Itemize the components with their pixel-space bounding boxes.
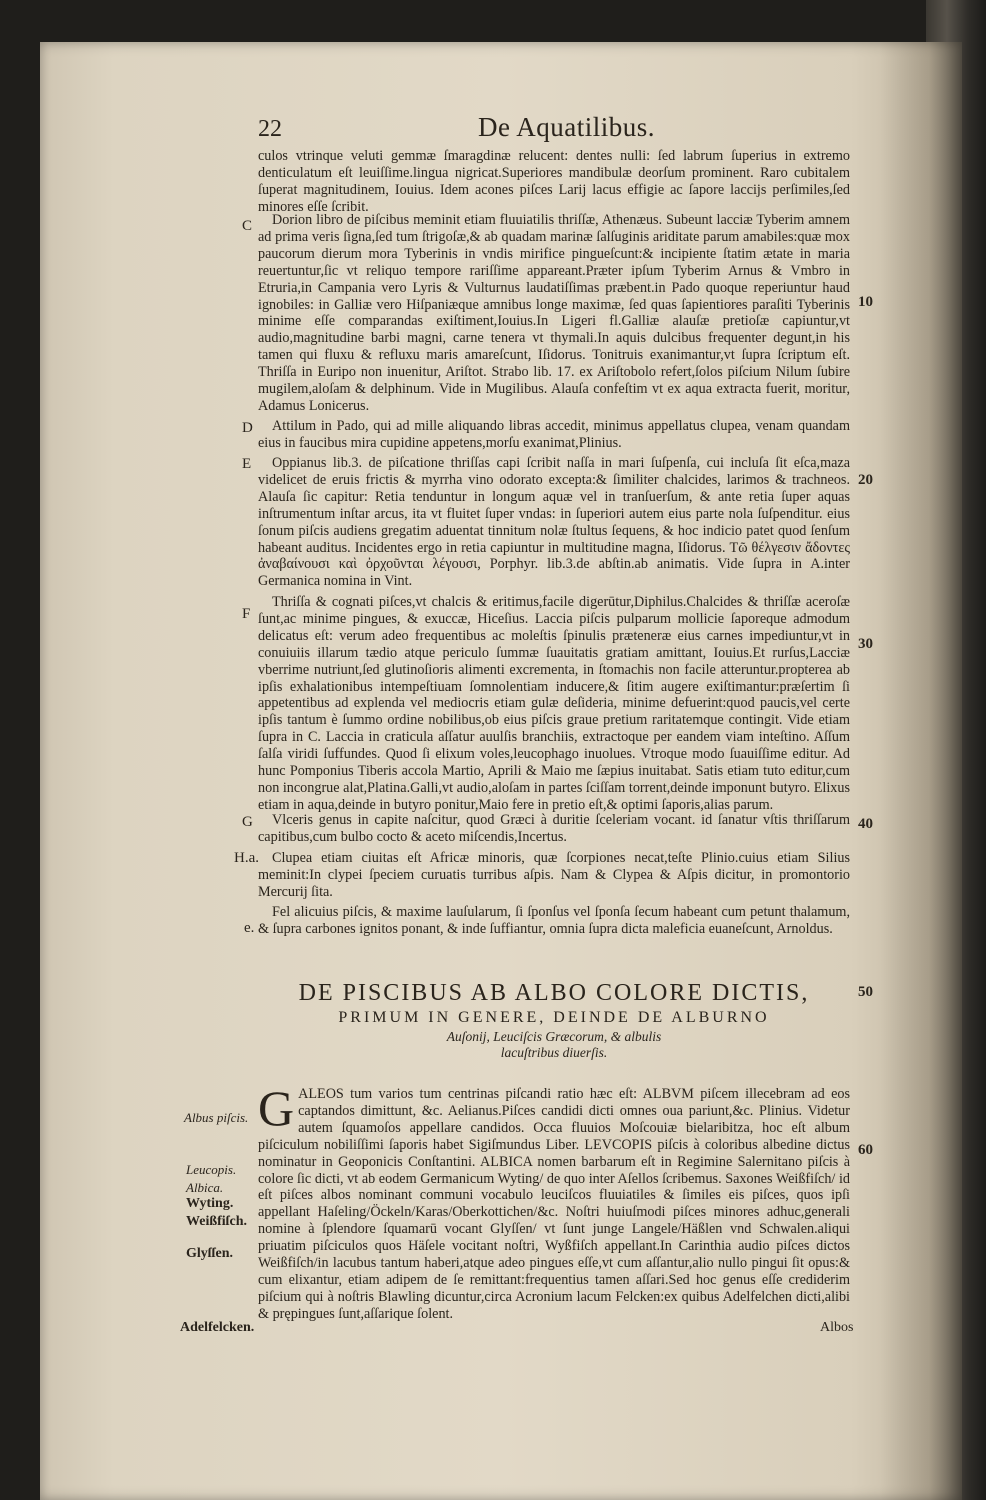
section-marker-e: E bbox=[242, 456, 252, 472]
marginal-note-albus: Albus piſcis. bbox=[184, 1110, 249, 1125]
page-header bbox=[258, 112, 838, 152]
paragraph-e-lower bbox=[258, 904, 850, 938]
paragraph-albus bbox=[258, 1080, 850, 1323]
paragraph-text: Dorion libro de piſcibus meminit etiam fluuiatilis thriſſæ, Athenæus. Subeunt lacciæ Tyberim amnem ad prima veris ſigna,ſed tum ſtrigoſæ,& ab quadam marinæ ſalſuginis ariditate parum amabiles:quæ mox paucorum dierum mora Tyberinis in vndis mirifice pingueſcunt:& incipiente ſtatim ætate in maria reuertuntur,ſic vt reliquo tempore rariſſime appareant.Præter ipſum Tyberim Arnus & Vmbro in Etruria,in Campania vero Lyris & Vulturnus laudatiſſimas præbent.in Pado quoque reperiuntur haud ignobiles: in Galliæ vero Hiſpaniæque amnibus longe maximæ, ſed quas ſapientiores paraſiti Tyberinis minime eſſe comparandas exiſtiment,Iouius.In Ligeri fl.Galliæ alauſæ pretioſæ capiuntur,vt audio,magnitudine barbi magni, carne tenera vt thymali.In aquis dulcibus frequenter degunt,in his tamen qui fluxu & refluxu maris amareſcunt, Iſidorus. Tonitruis exanimantur,vt ſupra ſcriptum eſt. Thriſſa in Euripo non inuenitur, Ariſtot. Strabo lib. 17. ex Ariſtobolo refert,ſolos piſcium Nilum ſubire mugilem,aloſam & delphinum. Vide in Mugilibus. Alauſa confeſtim vt ex aqua extracta fuerit, moritur, Adamus Lonicerus. bbox=[258, 212, 850, 414]
paragraph-h bbox=[258, 850, 850, 901]
marginal-note-weissfisch: Weißfiſch. bbox=[186, 1214, 248, 1229]
line-number-10: 10 bbox=[858, 294, 873, 310]
catchword: Albos bbox=[820, 1320, 854, 1335]
paragraph-text: ALEOS tum varios tum centrinas piſcandi ratio hæc eſt: ALBVM piſcem illecebram ad eos captandos dimittunt, &c. Aelianus.Piſces candidi dicti omnes oua pariunt,&c. Plinius. Videtur autem ſquamoſos appellare candidos. Occa fluuios Moſcouiæ bielaribitza, hoc eſt album piſciculum nobiliſſimi ſaporis habet Sigiſmundus Liber. LEVCOPIS piſcis à coloribus albedine dictus nominatur in Geoponicis Conſtantini. ALBICA nomen barbarum eſt in Regimine Salernitano piſcis à colore ſic dicti, vt ab eodem Germanicum Wyting/ de quo inter Aſellos ſcribemus. Saxones Weißfiſch/ id eſt piſces albos nominant communi vocabulo leuciſcos fluuiatiles & ſimiles eis piſces, quos ipſi appellant Haſeling/Öckeln/Karas/Oberkottichen/&c. Noſtri huiuſmodi piſces minores adhuc,generali nomine à ſplendore ſquamarū vocant Glyſſen/ vt ſunt junge Langele/Häßlen vnd Schwalen.aliqui priuatim piſciculos quos Häſele vocitant noſtri, Wyßfiſch appellant.In Carinthia audio piſces dictos Weißfiſch/in lacubus tantum haberi,atque adeo pingues eſſe,vt cum aſſantur,alio nullo pingui ſit opus:& cum elixantur, etiam adipem de ſe remittant:frequentius tamen aſſari.Sed hoc genus eſſe crediderim piſcium qui à noſtris Blawling dicuntur,circa Acronium lacum Felcken:ex quibus Adelfelchen dicti,alibi & prępingues ſunt,aſſarique ſolent. bbox=[258, 1086, 850, 1322]
section-marker-c: C bbox=[242, 218, 253, 234]
paragraph-d bbox=[258, 418, 850, 452]
line-number-30: 30 bbox=[858, 636, 873, 652]
section-title-line-3: Auſonij, Leuciſcis Græcorum, & albulis lacuſtribus diuerſis. bbox=[446, 1029, 662, 1060]
line-number-50: 50 bbox=[858, 984, 873, 1000]
paragraph-text: Oppianus lib.3. de piſcatione thriſſas capi ſcribit naſſa in mari ſuſpenſa, cui incluſa ſit eſca,maza videlicet de eruis frictis & myrrha vino odorato excepta:& ſimiliter chalcides, larimos & trachneos. Alauſa ſic capitur: Retia tenduntur in longum aquæ vel in tranſuerſum, & ante retia ſuper aquas inſtrumentum inſtar arcus, ita vt fluitet ſuper vndas: in ſuperiori autem eius parte nola ſuſpenditur. eius ſonum piſcis audiens gregatim aduentat tinnitum nolæ ſtultus ſequens, & hoc indicio patet quod ſenſum habeant auditus. Incidentes ergo in retia capiuntur in multitudine magna, Iſidorus. Τῶ θέλγεσιν ἄδοντες ἀναβαίνουσι καὶ ὀρχοῦνται λέγουσι, Porphyr. lib.3.de abſtin.ab animatis. Vide ſupra in A.inter Germanica nomina in Vint. bbox=[258, 455, 850, 590]
paragraph-text: Attilum in Pado, qui ad mille aliquando libras accedit, minimus appellatus clupea, venam quandam eius in faucibus mira cupidine appetens,morſu exanimat,Plinius. bbox=[258, 418, 850, 451]
page-gutter-shadow bbox=[880, 42, 962, 1500]
section-marker-h: H.a. bbox=[234, 850, 259, 866]
paragraph-e bbox=[258, 455, 850, 590]
marginal-note-wyting: Wyting. bbox=[186, 1196, 234, 1211]
running-head: De Aquatilibus. bbox=[478, 112, 655, 142]
section-marker-e-lower: e. bbox=[244, 920, 255, 936]
section-marker-g: G bbox=[242, 814, 253, 830]
section-title-line-1: DE PISCIBUS AB ALBO COLORE DICTIS, bbox=[298, 980, 810, 1006]
section-marker-f: F bbox=[242, 606, 251, 622]
paragraph-text: Clupea etiam ciuitas eſt Africæ minoris, quæ ſcorpiones necat,teſte Plinio.cuius etiam Silius meminit:In clypei ſpeciem curuatis turribus aſpis. Nam & Clypea & Aſpis dicitur, in promontorio Mercurij ſita. bbox=[258, 850, 850, 900]
section-title-line-2: PRIMUM IN GENERE, DEINDE DE ALBURNO bbox=[338, 1009, 770, 1026]
paragraph-text: Vlceris genus in capite naſcitur, quod Græci à duritie ſceleriam vocant. id ſanatur vſtis thriſſarum capitibus,cum bulbo cocto & aceto miſcendis,Incertus. bbox=[258, 812, 850, 845]
drop-cap: G bbox=[258, 1080, 295, 1136]
paragraph-c bbox=[258, 212, 850, 415]
section-marker-d: D bbox=[242, 420, 253, 436]
paragraph-continuation bbox=[258, 148, 850, 216]
paragraph-g bbox=[258, 812, 850, 846]
line-number-20: 20 bbox=[858, 472, 873, 488]
page-number: 22 bbox=[258, 116, 282, 142]
paragraph-f bbox=[258, 594, 850, 814]
line-number-40: 40 bbox=[858, 816, 873, 832]
paragraph-text: Thriſſa & cognati piſces,vt chalcis & eritimus,facile digerūtur,Diphilus.Chalcides & thriſſæ aceroſæ ſunt,ac minime pingues, & exuccæ, Hiceſius. Laccia piſcis pulparum mollicie ſaporeque admodum delicatus eſt: verum adeo frequentibus ac moleſtis ſpinulis præteneræ eius carnes impediuntur,vt in conuiuiis illarum tædio atque periculo ſummæ ſuauitatis gratiam amittant, Iouius.Et rurſus,Lacciæ vberrime nutriunt,ſed glutinoſioris alimenti excrementa, in ſtomachis non facile atteruntur.propterea ab ipſis exhalationibus intempeſtiuam ſomnolentiam inducere,& ſitim augere exiſtimantur:præſertim ſi appetentibus ad explenda vel mediocris etiam gulæ deſideria, minime defuerint:quod paucis,vel certe ipſis tantum è ſummo ordine nobilibus,ob eius piſcis graue pretium raritatemque contingit. Vide etiam ſupra in C. Laccia in craticula aſſatur auulſis branchiis, extractoque per eandem viam inteſtino. Aſſum ſalſa viridi ſuffundes. Quod ſi elixum voles,leucophago inuolues. Vtroque modo ſuauiſſime editur. Ad hunc Pomponius Tiberis accola Martio, Aprili & Maio me ſæpius inuitabat. Satis etiam tuto editur,cum non incongrue alat,Platina.Galli,vt audio,aloſam in partes ſciſſam torrent,deinde imponunt butyro. Elixus etiam in aqua,deinde in butyro ponitur,Maio fere in pretio eſt,& optimi ſaporis,alias parum. bbox=[258, 594, 850, 813]
line-number-60: 60 bbox=[858, 1142, 873, 1158]
marginal-note-albica: Albica. bbox=[186, 1180, 224, 1195]
marginal-note-leucopis: Leucopis. bbox=[186, 1162, 237, 1177]
marginal-note-adelfelchen: Adelfelcken. bbox=[180, 1320, 255, 1335]
paragraph-text: culos vtrinque veluti gemmæ ſmaragdinæ relucent: dentes nulli: ſed labrum ſuperius in extremo denticulatum eſt leuiſſime.lingua nigricat.Superiores mandibulæ deorſum prominent. Raro cubitalem ſuperat magnitudinem, Iouius. Idem acones piſces Larij lacus effigie ac ſapore laccijs perſimiles,ſed minores eſſe ſcribit. bbox=[258, 148, 850, 215]
paragraph-text: Fel alicuius piſcis, & maxime lauſularum, ſi ſponſus vel ſponſa ſecum habeant cum petunt thalamum, & ſupra carbones ignitos ponant, & inde ſuffiantur, omnia ſupra dicta maleficia euaneſcunt, Arnoldus. bbox=[258, 904, 850, 937]
marginal-note-glyssen: Glyſſen. bbox=[186, 1246, 234, 1261]
section-title bbox=[258, 980, 850, 1061]
